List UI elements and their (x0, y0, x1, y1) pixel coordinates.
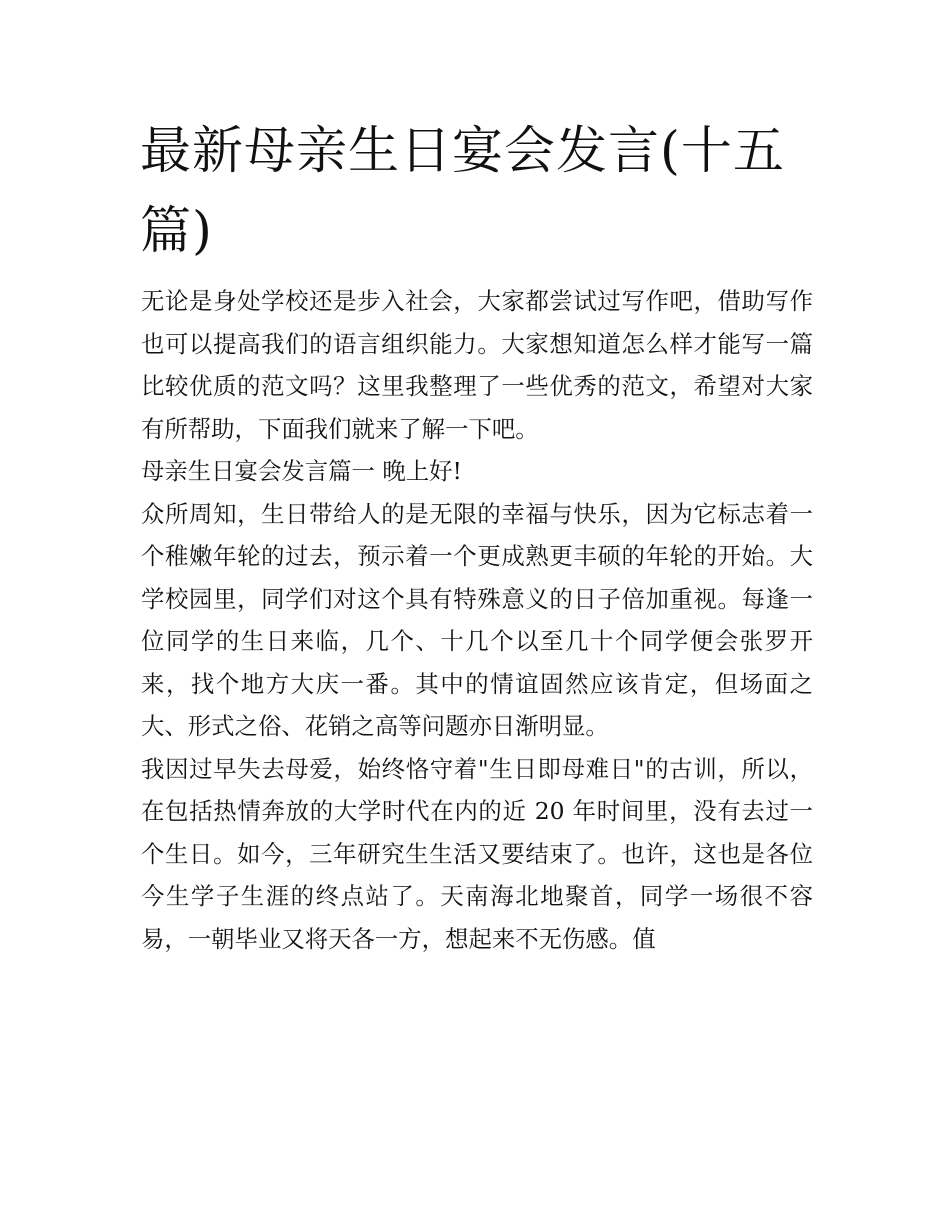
document-body (141, 280, 813, 960)
body-paragraph: 众所周知，生日带给人的是无限的幸福与快乐，因为它标志着一个稚嫩年轮的过去，预示着一个更成熟更丰硕的年轮的开始。大学校园里，同学们对这个具有特殊意义的日子倍加重视。每逢一位同学的生日来临，几个、十几个以至几十个同学便会张罗开来，找个地方大庆一番。其中的情谊固然应该肯定，但场面之大、形式之俗、花销之高等问题亦日渐明显。 (141, 499, 813, 740)
intro-paragraph: 无论是身处学校还是步入社会，大家都尝试过写作吧，借助写作也可以提高我们的语言组织能力。大家想知道怎么样才能写一篇比较优质的范文吗？这里我整理了一些优秀的范文，希望对大家有所帮助，下面我们就来了解一下吧。 (141, 287, 813, 443)
section-heading-paragraph: 母亲生日宴会发言篇一 晚上好! (141, 457, 462, 485)
document-title: 最新母亲生日宴会发言(十五篇) (140, 122, 785, 261)
body-paragraph: 我因过早失去母爱，始终恪守着"生日即母难日"的古训，所以，在包括热情奔放的大学时代在内的近 20 年时间里，没有去过一个生日。如今，三年研究生生活又要结束了。也许，这也是各位今生学子生涯的终点站了。天南海北地聚首，同学一场很不容易，一朝毕业又将天各一方，想起来不无伤感。值 (141, 754, 813, 953)
